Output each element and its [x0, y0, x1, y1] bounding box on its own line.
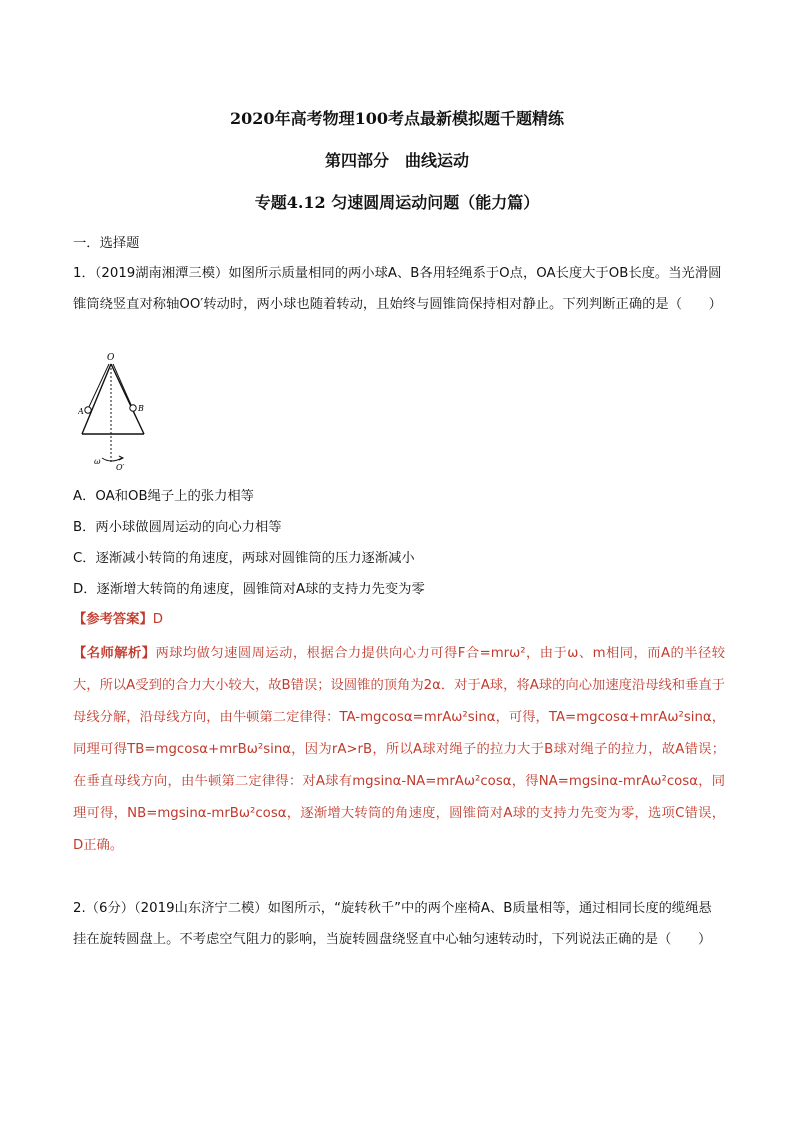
option-c: C．逐渐减小转筒的角速度，两球对圆锥筒的压力逐渐减小: [73, 551, 415, 566]
question-2-stem: 2.（6分）（2019山东济宁二模）如图所示，“旋转秋千”中的两个座椅A、B质量相等，通过相同长度的缆绳悬挂在旋转圆盘上。不考虑空气阻力的影响，当旋转圆盘绕竖直中心轴匀速转动时，下列说法正确的是（ ）: [73, 901, 712, 947]
rope-ob: [113, 364, 132, 407]
answer-value: D: [152, 612, 164, 627]
question-1-stem: 1．（2019湖南湘潭三模）如图所示质量相同的两小球A、B各用轻绳系于O点，OA长度大于OB长度。当光滑圆锥筒绕竖直对称轴OO′转动时，两小球也随着转动，且始终与圆锥筒保持相对静止。下列判断正确的是（ ）: [73, 266, 722, 312]
ball-a: [85, 407, 91, 413]
document-title: 2020年高考物理100考点最新模拟题千题精练: [230, 109, 564, 128]
ball-b: [130, 405, 136, 411]
cone-diagram: [78, 352, 158, 472]
section-heading: 一．选择题: [73, 236, 140, 251]
answer-line: [73, 608, 163, 627]
answer-label: 【参考答案】: [73, 612, 153, 627]
label-o-top: O: [107, 353, 115, 363]
label-a: A: [78, 407, 84, 416]
part-title: 第四部分 曲线运动: [324, 151, 469, 170]
rope-oa: [88, 364, 109, 409]
option-a: A．OA和OB绳子上的张力相等: [73, 489, 254, 504]
explanation-label: 【名师解析】: [73, 646, 156, 661]
label-omega: ω: [94, 457, 101, 466]
cone-outline: [82, 364, 144, 434]
explanation-text: 两球均做匀速圆周运动，根据合力提供向心力可得F合=mrω²，由于ω、m相同，而A的半径较大，所以A受到的合力大小较大，故B错误；设圆锥的顶角为2α．对于A球，将A球的向心加速度沿母线和垂直于母线分解，沿母线方向，由牛顿第二定律得：TA-mgcosα=mrAω²sinα，可得，TA=mgcosα+mrAω²sinα，同理可得TB=mgcosα+mrBω²sinα，因为rA>rB，所以A球对绳子的拉力大于B球对绳子的拉力，故A错误；在垂直母线方向，由牛顿第二定律得：对A球有mgsinα-NA=mrAω²cosα，得NA=mgsinα-mrAω²cosα，同理可得，NB=mgsinα-mrBω²cosα，逐渐增大转筒的角速度，圆锥筒对A球的支持力先变为零，选项C错误，D正确。: [73, 646, 726, 853]
topic-title: 专题4.12 匀速圆周运动问题（能力篇）: [254, 193, 540, 212]
label-b: B: [138, 404, 144, 413]
label-o-bottom: O′: [116, 463, 125, 472]
explanation: [73, 638, 725, 862]
option-d: D．逐渐增大转筒的角速度，圆锥筒对A球的支持力先变为零: [73, 582, 425, 597]
option-b: B．两小球做圆周运动的向心力相等: [73, 520, 282, 535]
